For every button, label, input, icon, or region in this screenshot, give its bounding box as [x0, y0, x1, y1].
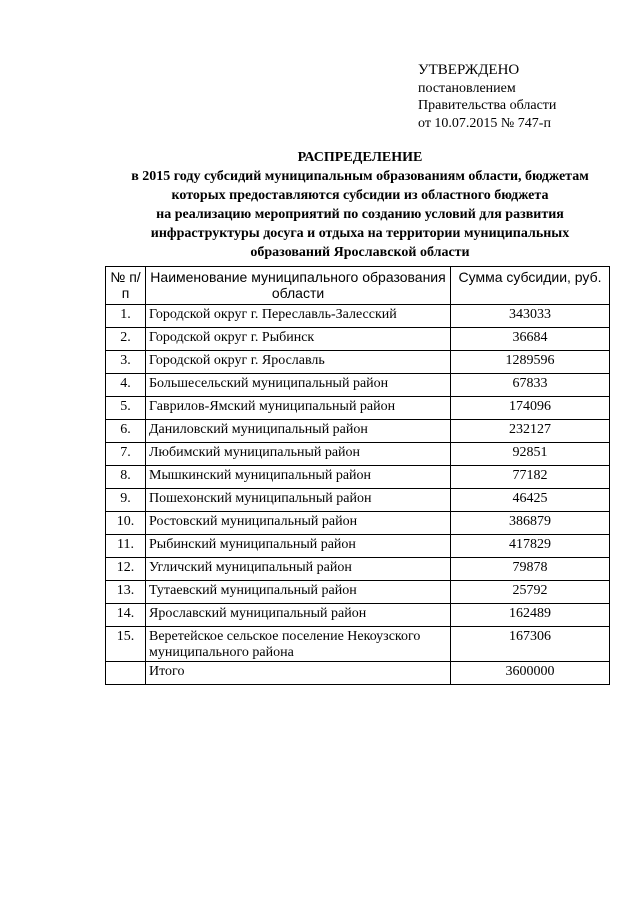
row-number: 7.	[106, 443, 146, 466]
row-number: 12.	[106, 558, 146, 581]
row-municipality: Гаврилов-Ямский муниципальный район	[146, 397, 451, 420]
row-number: 3.	[106, 351, 146, 374]
row-subsidy-amount: 232127	[451, 420, 610, 443]
document-subtitle-line: инфраструктуры досуга и отдыха на территории муниципальных	[150, 226, 570, 241]
table-row	[106, 604, 610, 627]
table-row	[106, 558, 610, 581]
row-municipality: Тутаевский муниципальный район	[146, 581, 451, 604]
header-municipality: Наименование муниципального образования области	[146, 267, 451, 305]
row-number: 9.	[106, 489, 146, 512]
total-label: Итого	[146, 662, 451, 685]
table-row	[106, 489, 610, 512]
total-amount: 3600000	[451, 662, 610, 685]
row-subsidy-amount: 386879	[451, 512, 610, 535]
approval-stamp: УТВЕРЖДЕНО	[418, 62, 520, 78]
row-subsidy-amount: 92851	[451, 443, 610, 466]
table-row	[106, 374, 610, 397]
table-row	[106, 351, 610, 374]
row-subsidy-amount: 174096	[451, 397, 610, 420]
table-row	[106, 627, 610, 662]
row-municipality: Мышкинский муниципальный район	[146, 466, 451, 489]
approval-line: постановлением	[418, 80, 516, 96]
row-subsidy-amount: 67833	[451, 374, 610, 397]
row-number: 14.	[106, 604, 146, 627]
approval-line: Правительства области	[418, 98, 557, 113]
row-municipality: Большесельский муниципальный район	[146, 374, 451, 397]
table-row	[106, 443, 610, 466]
row-subsidy-amount: 79878	[451, 558, 610, 581]
approval-date-line: от 10.07.2015 № 747-п	[418, 115, 551, 131]
header-subsidy-amount: Сумма субсидии, руб.	[451, 267, 610, 305]
row-municipality: Пошехонский муниципальный район	[146, 489, 451, 512]
row-municipality: Угличский муниципальный район	[146, 558, 451, 581]
row-municipality: Городской округ г. Рыбинск	[146, 328, 451, 351]
row-subsidy-amount: 417829	[451, 535, 610, 558]
approval-block	[418, 62, 556, 132]
row-number: 6.	[106, 420, 146, 443]
header-number: № п/п	[106, 267, 146, 305]
row-subsidy-amount: 343033	[451, 305, 610, 328]
row-number: 10.	[106, 512, 146, 535]
row-subsidy-amount: 167306	[451, 627, 610, 662]
table-row	[106, 420, 610, 443]
table-row	[106, 305, 610, 328]
row-subsidy-amount: 25792	[451, 581, 610, 604]
row-municipality: Городской округ г. Переславль-Залесский	[146, 305, 451, 328]
document-subtitle-line: которых предоставляются субсидии из областного бюджета	[171, 188, 549, 203]
row-subsidy-amount: 36684	[451, 328, 610, 351]
row-subsidy-amount: 1289596	[451, 351, 610, 374]
table-total-row	[106, 662, 610, 685]
document-subtitle-line: на реализацию мероприятий по созданию условий для развития	[156, 207, 564, 222]
row-number: 5.	[106, 397, 146, 420]
distribution-table	[105, 266, 610, 685]
table-row	[106, 328, 610, 351]
row-municipality: Рыбинский муниципальный район	[146, 535, 451, 558]
document-subtitle-line: в 2015 году субсидий муниципальным образованиям области, бюджетам	[131, 169, 589, 184]
row-number: 2.	[106, 328, 146, 351]
row-subsidy-amount: 77182	[451, 466, 610, 489]
document-subtitle-line: образований Ярославской области	[250, 245, 470, 260]
table-row	[106, 466, 610, 489]
table-header-row	[106, 267, 610, 305]
row-municipality: Любимский муниципальный район	[146, 443, 451, 466]
row-subsidy-amount: 162489	[451, 604, 610, 627]
row-number: 1.	[106, 305, 146, 328]
total-number	[106, 662, 146, 685]
row-number: 8.	[106, 466, 146, 489]
row-municipality: Даниловский муниципальный район	[146, 420, 451, 443]
table-row	[106, 535, 610, 558]
document-title: РАСПРЕДЕЛЕНИЕ	[297, 150, 423, 165]
table-row	[106, 581, 610, 604]
table-row	[106, 397, 610, 420]
document-heading	[100, 148, 620, 262]
row-municipality: Ярославский муниципальный район	[146, 604, 451, 627]
row-number: 4.	[106, 374, 146, 397]
table-row	[106, 512, 610, 535]
row-number: 11.	[106, 535, 146, 558]
row-municipality: Городской округ г. Ярославль	[146, 351, 451, 374]
row-number: 13.	[106, 581, 146, 604]
row-number: 15.	[106, 627, 146, 662]
row-municipality: Веретейское сельское поселение Некоузского муниципального района	[146, 627, 451, 662]
row-municipality: Ростовский муниципальный район	[146, 512, 451, 535]
row-subsidy-amount: 46425	[451, 489, 610, 512]
